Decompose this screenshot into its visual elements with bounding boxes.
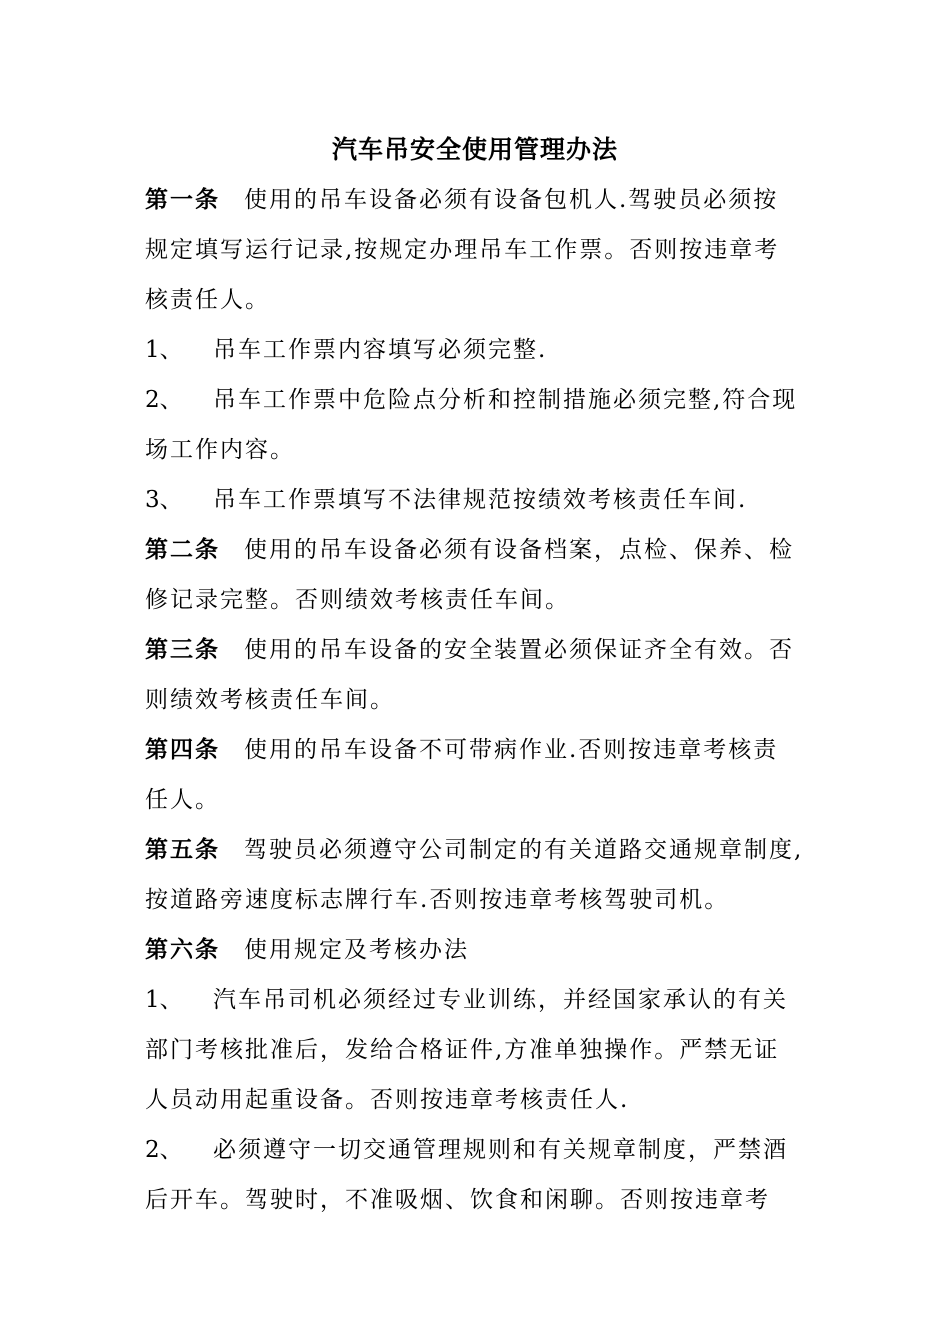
item-number: 3、 xyxy=(145,487,183,513)
text-line xyxy=(145,1032,779,1068)
line-text: 使用的吊车设备必须有设备包机人.驾驶员必须按 xyxy=(244,187,779,213)
line-text: 人员动用起重设备。否则按违章考核责任人. xyxy=(145,1087,630,1113)
line-text: 吊车工作票填写不法律规范按绩效考核责任车间. xyxy=(213,487,748,513)
line-text: 规定填写运行记录,按规定办理吊车工作票。否则按违章考 xyxy=(145,237,780,263)
item-number: 2、 xyxy=(145,1137,183,1163)
line-text: 必须遵守一切交通管理规则和有关规章制度，严禁酒 xyxy=(213,1137,788,1163)
line-text: 修记录完整。否则绩效考核责任车间。 xyxy=(145,587,570,613)
article-label: 第五条 xyxy=(145,836,220,863)
text-line xyxy=(145,882,729,918)
text-line xyxy=(145,532,794,568)
item-number: 2、 xyxy=(145,387,183,413)
text-line xyxy=(145,832,803,868)
article-label: 第四条 xyxy=(145,736,220,763)
article-label: 第二条 xyxy=(145,536,220,563)
line-text: 按道路旁速度标志牌行车.否则按违章考核驾驶司机。 xyxy=(145,887,730,913)
text-line xyxy=(145,732,778,768)
line-text: 使用规定及考核办法 xyxy=(244,937,469,963)
article-label: 第一条 xyxy=(145,186,220,213)
text-line xyxy=(145,682,395,718)
line-text: 后开车。驾驶时，不准吸烟、饮食和闲聊。否则按违章考 xyxy=(145,1187,770,1213)
article-label: 第六条 xyxy=(145,936,220,963)
text-line xyxy=(145,782,220,818)
text-line xyxy=(145,382,797,418)
line-text: 使用的吊车设备的安全装置必须保证齐全有效。否 xyxy=(244,637,794,663)
text-line xyxy=(145,982,788,1018)
line-text: 汽车吊司机必须经过专业训练，并经国家承认的有关 xyxy=(213,987,788,1013)
text-line xyxy=(145,1132,788,1168)
document-title: 汽车吊安全使用管理办法 xyxy=(331,135,618,164)
line-text: 驾驶员必须遵守公司制定的有关道路交通规章制度, xyxy=(244,837,804,863)
line-text: 核责任人。 xyxy=(145,287,270,313)
line-text: 吊车工作票内容填写必须完整. xyxy=(213,337,548,363)
text-line xyxy=(145,232,779,268)
line-text: 部门考核批准后，发给合格证件,方准单独操作。严禁无证 xyxy=(145,1037,780,1063)
item-number: 1、 xyxy=(145,337,183,363)
text-line xyxy=(145,432,295,468)
line-text: 则绩效考核责任车间。 xyxy=(145,687,395,713)
text-line xyxy=(145,182,778,218)
line-text: 场工作内容。 xyxy=(145,437,295,463)
article-label: 第三条 xyxy=(145,636,220,663)
text-line xyxy=(145,1182,770,1218)
item-number: 1、 xyxy=(145,987,183,1013)
line-text: 吊车工作票中危险点分析和控制措施必须完整,符合现 xyxy=(213,387,798,413)
text-line xyxy=(145,482,747,518)
text-line xyxy=(145,1082,629,1118)
text-line xyxy=(145,632,794,668)
line-text: 使用的吊车设备必须有设备档案，点检、保养、检 xyxy=(244,537,794,563)
text-line xyxy=(145,582,570,618)
text-line xyxy=(145,932,469,968)
line-text: 使用的吊车设备不可带病作业.否则按违章考核责 xyxy=(244,737,779,763)
text-line xyxy=(145,332,547,368)
text-line xyxy=(145,282,270,318)
line-text: 任人。 xyxy=(145,787,220,813)
